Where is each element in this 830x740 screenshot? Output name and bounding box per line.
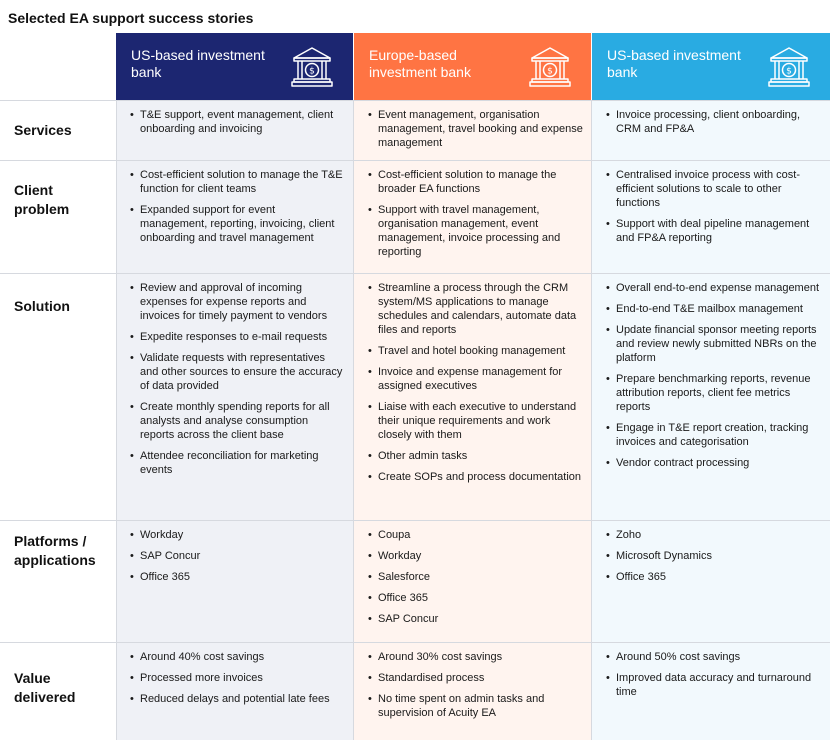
list-item: • Prepare benchmarking reports, revenue attribution reports, client fee metrics reports <box>606 372 822 414</box>
list-item: • Streamline a process through the CRM system/MS applications to manage schedules and calendars, automate data files and reports <box>368 281 583 337</box>
list-item: • Support with deal pipeline management and FP&A reporting <box>606 217 822 245</box>
cell-client-problem-3 <box>592 160 830 273</box>
list-item: • End-to-end T&E mailbox management <box>606 302 822 316</box>
divider <box>116 100 117 740</box>
row-label-client-problem: Client problem <box>14 182 70 217</box>
column-header-2 <box>354 33 591 100</box>
cell-value-2 <box>354 642 591 740</box>
list-item: • Standardised process <box>368 671 583 685</box>
cell-services-3 <box>592 100 830 160</box>
row-label-solution: Solution <box>14 298 70 314</box>
list-item: • Validate requests with representatives and other sources to ensure the accuracy of data provided <box>130 351 345 393</box>
list-item: • Around 30% cost savings <box>368 650 583 664</box>
list-item: • Cost-efficient solution to manage the T&E function for client teams <box>130 168 345 196</box>
column-header-label: US-based investment bank <box>131 47 265 80</box>
list-item: • No time spent on admin tasks and supervision of Acuity EA <box>368 692 583 720</box>
bank-icon <box>768 45 810 89</box>
list-item: • Travel and hotel booking management <box>368 344 583 358</box>
list-item: • Zoho <box>606 528 822 542</box>
divider <box>0 642 830 643</box>
list-item: • Invoice processing, client onboarding, CRM and FP&A <box>606 108 822 136</box>
list-item: • Liaise with each executive to understand their unique requirements and work closely with them <box>368 400 583 442</box>
cell-solution-1 <box>116 273 353 520</box>
cell-client-problem-2 <box>354 160 591 273</box>
cell-value-3 <box>592 642 830 740</box>
list-item: • Vendor contract processing <box>606 456 822 470</box>
list-item: • Office 365 <box>368 591 583 605</box>
list-item: • Improved data accuracy and turnaround time <box>606 671 822 699</box>
column-header-1 <box>116 33 353 100</box>
list-item: • Centralised invoice process with cost-efficient solutions to scale to other functions <box>606 168 822 210</box>
list-item: • Event management, organisation management, travel booking and expense management <box>368 108 583 150</box>
cell-services-2 <box>354 100 591 160</box>
cell-solution-2 <box>354 273 591 520</box>
list-item: • Around 40% cost savings <box>130 650 345 664</box>
list-item: • Other admin tasks <box>368 449 583 463</box>
list-item: • Salesforce <box>368 570 583 584</box>
column-header-label: US-based investment bank <box>607 47 741 80</box>
bank-icon <box>529 45 571 89</box>
list-item: • Review and approval of incoming expenses for expense reports and invoices for timely payment to vendors <box>130 281 345 323</box>
list-item: • Support with travel management, organisation management, event management, invoice processing and reporting <box>368 203 583 259</box>
list-item: • Create SOPs and process documentation <box>368 470 583 484</box>
divider <box>353 100 354 740</box>
divider <box>591 100 592 740</box>
list-item: • SAP Concur <box>368 612 583 626</box>
list-item: • Overall end-to-end expense management <box>606 281 822 295</box>
list-item: • Workday <box>368 549 583 563</box>
cell-platforms-1 <box>116 520 353 642</box>
page-title: Selected EA support success stories <box>8 10 254 26</box>
list-item: • Processed more invoices <box>130 671 345 685</box>
list-item: • Microsoft Dynamics <box>606 549 822 563</box>
column-header-3 <box>592 33 830 100</box>
cell-solution-3 <box>592 273 830 520</box>
row-label-platforms: Platforms / applications <box>14 533 96 568</box>
row-label-value-delivered: Value delivered <box>14 670 76 705</box>
cell-platforms-2 <box>354 520 591 642</box>
list-item: • T&E support, event management, client onboarding and invoicing <box>130 108 345 136</box>
svg-text:$: $ <box>547 66 553 77</box>
list-item: • Expedite responses to e-mail requests <box>130 330 345 344</box>
list-item: • Update financial sponsor meeting reports and review newly submitted NBRs on the platform <box>606 323 822 365</box>
divider <box>0 273 830 274</box>
comparison-table <box>0 33 830 740</box>
cell-platforms-3 <box>592 520 830 642</box>
list-item: • Attendee reconciliation for marketing events <box>130 449 345 477</box>
cell-value-1 <box>116 642 353 740</box>
cell-client-problem-1 <box>116 160 353 273</box>
cell-services-1 <box>116 100 353 160</box>
list-item: • Invoice and expense management for assigned executives <box>368 365 583 393</box>
divider <box>0 160 830 161</box>
divider <box>0 520 830 521</box>
list-item: • Reduced delays and potential late fees <box>130 692 345 706</box>
list-item: • Office 365 <box>606 570 822 584</box>
list-item: • Expanded support for event management, reporting, invoicing, client onboarding and travel management <box>130 203 345 245</box>
list-item: • Coupa <box>368 528 583 542</box>
list-item: • Create monthly spending reports for all analysts and analyse consumption reports across the client base <box>130 400 345 442</box>
svg-text:$: $ <box>309 66 315 77</box>
list-item: • Engage in T&E report creation, tracking invoices and categorisation <box>606 421 822 449</box>
list-item: • Cost-efficient solution to manage the broader EA functions <box>368 168 583 196</box>
svg-text:$: $ <box>786 66 792 77</box>
column-header-label: Europe-based investment bank <box>369 47 471 80</box>
list-item: • Around 50% cost savings <box>606 650 822 664</box>
list-item: • Workday <box>130 528 345 542</box>
bank-icon <box>291 45 333 89</box>
row-label-services: Services <box>14 122 72 138</box>
list-item: • Office 365 <box>130 570 345 584</box>
list-item: • SAP Concur <box>130 549 345 563</box>
divider <box>0 100 830 101</box>
